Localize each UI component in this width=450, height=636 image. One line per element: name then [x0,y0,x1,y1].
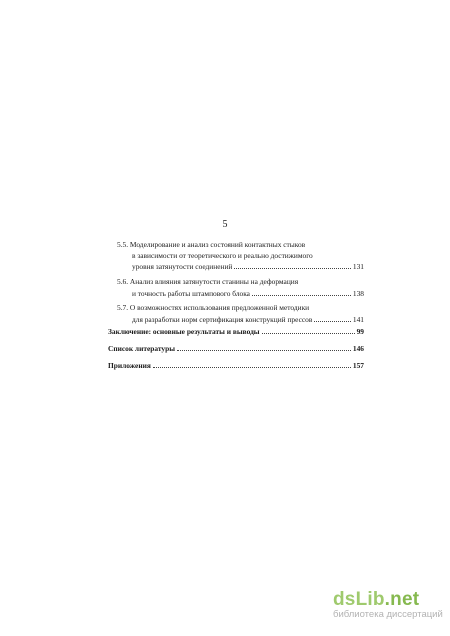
dot-leader [234,268,351,269]
toc-entry-5-7-line-1: 5.7. О возможностях использования предложенной методики [117,303,310,312]
dslib-watermark[interactable] [333,589,445,631]
dot-leader [252,295,351,296]
toc-page-number: 141 [352,315,364,324]
toc-page-number: 146 [352,344,364,353]
dot-leader [153,367,351,368]
watermark-subtitle: библиотека диссертаций [333,609,443,620]
dot-leader [262,333,355,334]
toc-entry-5-5[interactable]: уровня затянутости соединений 131 [132,262,364,271]
toc-entry-appendices[interactable]: Приложения 157 [108,361,364,370]
toc-page-number: 157 [352,361,364,370]
page-number: 5 [222,219,228,230]
dslib-logo: dsLib.net [333,589,420,610]
toc-page-number: 99 [356,327,364,336]
dot-leader [314,321,351,322]
toc-entry-5-6-line-1: 5.6. Анализ влияния затянутости станины на деформация [117,277,299,286]
toc-entry-conclusion[interactable]: Заключение: основные результаты и выводы 99 [108,327,364,336]
toc-entry-5-6[interactable]: и точность работы штампового блока 138 [132,289,364,298]
toc-page-number: 131 [352,262,364,271]
toc-entry-5-5-line-1: 5.5. Моделирование и анализ состояний контактных стыков [117,240,306,249]
toc-entry-5-5-line-2: в зависимости от теоретического и реально достижимого [132,251,313,260]
dot-leader [177,350,351,351]
toc-page-number: 138 [352,289,364,298]
toc-entry-5-7[interactable]: для разработки норм сертификация конструкций прессов 141 [132,315,364,324]
toc-entry-references[interactable]: Список литературы 146 [108,344,364,353]
